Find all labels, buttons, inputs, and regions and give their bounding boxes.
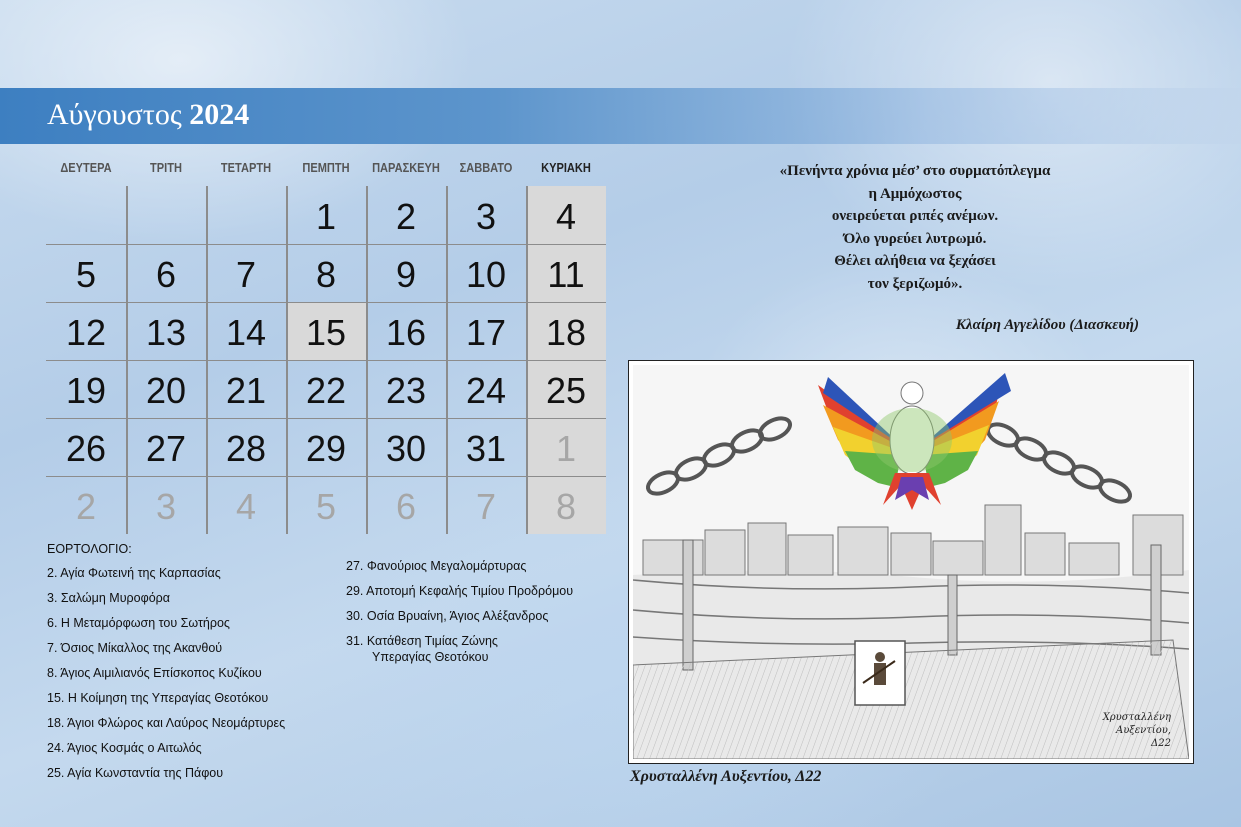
calendar-day: 2 bbox=[75, 486, 97, 527]
calendar-day: 6 bbox=[395, 486, 417, 527]
calendar-grid bbox=[46, 186, 604, 532]
poem-line: Όλο γυρεύει λυτρωμό. bbox=[843, 230, 987, 247]
weekday-header: ΠΑΡΑΣΚΕΥΗ bbox=[372, 160, 440, 175]
calendar-day: 1 bbox=[526, 418, 606, 476]
weekday-header: ΠΕΜΠΤΗ bbox=[302, 160, 350, 175]
calendar-day: 1 bbox=[315, 196, 337, 237]
year: 2024 bbox=[189, 98, 250, 131]
feast-item: 25. Αγία Κωνσταντία της Πάφου bbox=[47, 766, 224, 780]
grid-row-divider bbox=[46, 360, 606, 361]
calendar-day bbox=[206, 186, 286, 244]
calendar-day: 8 bbox=[526, 476, 606, 534]
calendar-day bbox=[46, 186, 126, 244]
feast-item: 3. Σαλώμη Μυροφόρα bbox=[47, 591, 171, 605]
drawing-illustration bbox=[633, 365, 1189, 759]
calendar-day: 5 bbox=[75, 254, 97, 295]
calendar-day: 21 bbox=[225, 370, 267, 411]
feast-item-line: 31. Κατάθεση Τιμίας Ζώνης bbox=[346, 634, 498, 648]
calendar-day: 30 bbox=[385, 428, 427, 469]
calendar-day: 4 bbox=[235, 486, 257, 527]
poem-line: τον ξεριζωμό». bbox=[867, 275, 963, 292]
calendar-day: 27 bbox=[145, 428, 187, 469]
feast-item bbox=[346, 608, 548, 624]
feast-item: 18. Άγιοι Φλώρος και Λαύρος Νεομάρτυρες bbox=[47, 716, 286, 730]
signature-line-1: Χρυσταλλένη bbox=[1102, 712, 1171, 723]
weekday-header: ΔΕΥΤΕΡΑ bbox=[60, 160, 112, 175]
weekday-header: ΣΑΒΒΑΤΟ bbox=[459, 160, 513, 175]
calendar-day: 6 bbox=[155, 254, 177, 295]
calendar-day: 31 bbox=[465, 428, 507, 469]
signature-line-2: Αυξεντίου, bbox=[1116, 725, 1171, 736]
calendar-day: 29 bbox=[305, 428, 347, 469]
feast-item-line: Υπεραγίας Θεοτόκου bbox=[372, 650, 489, 664]
poem bbox=[690, 160, 1140, 295]
poem-author: Κλαίρη Αγγελίδου (Διασκευή) bbox=[955, 317, 1139, 333]
calendar-day: 12 bbox=[65, 312, 107, 353]
weekday-headers bbox=[46, 160, 604, 182]
calendar-day: 7 bbox=[235, 254, 257, 295]
feast-item: 2. Αγία Φωτεινή της Καρπασίας bbox=[47, 566, 221, 580]
calendar-day: 24 bbox=[465, 370, 507, 411]
feast-item-line: 27. Φανούριος Μεγαλομάρτυρας bbox=[346, 559, 527, 573]
signature-line-3: Δ22 bbox=[1151, 738, 1171, 749]
calendar-day: 14 bbox=[225, 312, 267, 353]
feast-item: 7. Όσιος Μίκαλλος της Ακανθού bbox=[47, 641, 223, 655]
grid-column-divider bbox=[366, 186, 368, 534]
weekday-header: ΤΕΤΑΡΤΗ bbox=[220, 160, 272, 175]
calendar-day: 10 bbox=[465, 254, 507, 295]
student-drawing bbox=[628, 360, 1194, 764]
grid-column-divider bbox=[446, 186, 448, 534]
grid-row-divider bbox=[46, 302, 606, 303]
grid-row-divider bbox=[46, 418, 606, 419]
calendar-day: 19 bbox=[65, 370, 107, 411]
feast-item bbox=[346, 633, 498, 665]
feast-item-line: 30. Οσία Βρυαίνη, Άγιος Αλέξανδρος bbox=[346, 609, 549, 623]
calendar-day bbox=[126, 186, 206, 244]
drawing-caption: Χρυσταλλένη Αυξεντίου, Δ22 bbox=[630, 768, 822, 785]
month-name: Αύγουστος bbox=[47, 98, 182, 131]
grid-row-divider bbox=[46, 476, 606, 477]
calendar-day: 25 bbox=[526, 360, 606, 418]
calendar-day: 16 bbox=[385, 312, 427, 353]
feast-item bbox=[346, 558, 526, 574]
calendar-day: 5 bbox=[315, 486, 337, 527]
month-header-bar bbox=[0, 88, 1241, 144]
feast-item: 15. Η Κοίμηση της Υπεραγίας Θεοτόκου bbox=[47, 691, 269, 705]
calendar-day: 3 bbox=[475, 196, 497, 237]
poem-line: η Αμμόχωστος bbox=[868, 185, 962, 202]
calendar-day: 22 bbox=[305, 370, 347, 411]
feast-list-title: ΕΟΡΤΟΛΟΓΙΟ: bbox=[47, 542, 132, 556]
poem-line: Θέλει αλήθεια να ξεχάσει bbox=[834, 253, 996, 269]
calendar-day: 9 bbox=[395, 254, 417, 295]
calendar-day: 17 bbox=[465, 312, 507, 353]
calendar-day: 18 bbox=[526, 302, 606, 360]
grid-column-divider bbox=[206, 186, 208, 534]
calendar-day: 26 bbox=[65, 428, 107, 469]
calendar-day: 7 bbox=[475, 486, 497, 527]
poem-line: «Πενήντα χρόνια μέσ’ στο συρματόπλεγμα bbox=[779, 163, 1051, 179]
calendar-day: 11 bbox=[526, 244, 606, 302]
feast-item: 24. Άγιος Κοσμάς ο Αιτωλός bbox=[47, 741, 202, 755]
grid-column-divider bbox=[286, 186, 288, 534]
feast-item-line: 29. Αποτομή Κεφαλής Τιμίου Προδρόμου bbox=[346, 584, 574, 598]
calendar-day: 13 bbox=[145, 312, 187, 353]
calendar-day: 23 bbox=[385, 370, 427, 411]
calendar-day: 3 bbox=[155, 486, 177, 527]
calendar-day: 8 bbox=[315, 254, 337, 295]
calendar-day: 20 bbox=[145, 370, 187, 411]
grid-column-divider bbox=[126, 186, 128, 534]
grid-row-divider bbox=[46, 244, 606, 245]
poem-line: ονειρεύεται ριπές ανέμων. bbox=[831, 208, 999, 224]
feast-item: 6. Η Μεταμόρφωση του Σωτήρος bbox=[47, 616, 230, 630]
feast-item bbox=[346, 583, 573, 599]
grid-column-divider bbox=[526, 186, 528, 534]
weekday-header: ΤΡΙΤΗ bbox=[150, 160, 182, 175]
calendar-day: 4 bbox=[526, 186, 606, 244]
feast-item: 8. Άγιος Αιμιλιανός Επίσκοπος Κυζίκου bbox=[47, 666, 262, 680]
calendar-day: 15 bbox=[286, 302, 366, 360]
drawing-signature bbox=[1051, 711, 1171, 750]
month-title bbox=[47, 98, 249, 132]
calendar-day: 2 bbox=[395, 196, 417, 237]
calendar-day: 28 bbox=[225, 428, 267, 469]
weekday-header: ΚΥΡΙΑΚΗ bbox=[541, 160, 591, 175]
